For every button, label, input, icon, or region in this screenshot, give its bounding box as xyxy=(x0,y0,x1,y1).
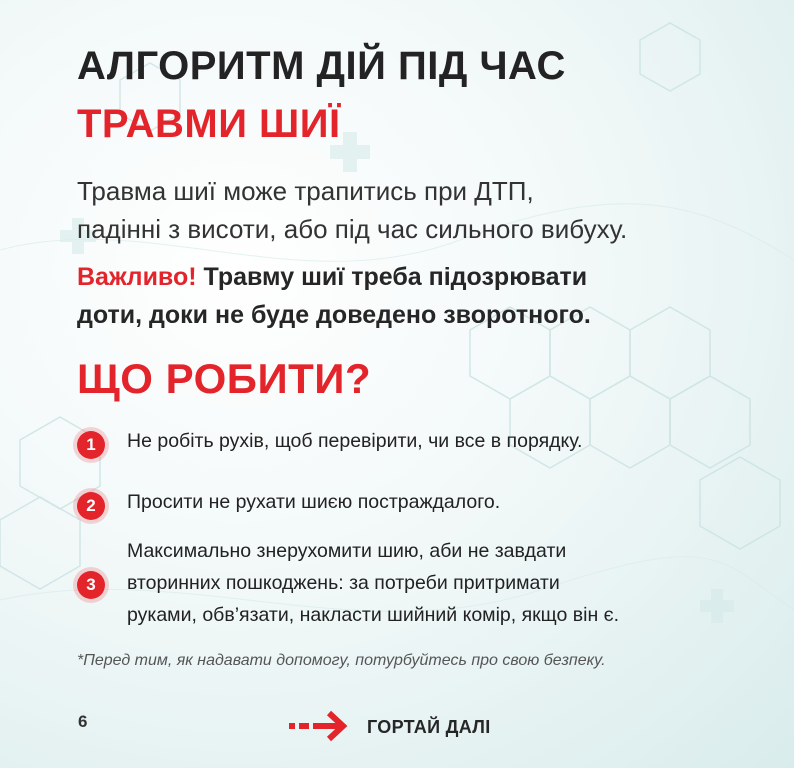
step-number-badge: 2 xyxy=(77,492,105,520)
step-number-badge: 1 xyxy=(77,431,105,459)
step-text xyxy=(127,425,582,457)
step-text-line: руками, обв’язати, накласти шийний комір, якщо він є. xyxy=(127,604,620,626)
intro-line-2: падінні з висоти, або під час сильного вибуху. xyxy=(77,214,628,244)
important-line-2: доти, доки не буде доведено зворотного. xyxy=(77,301,591,329)
step-text-line: Максимально знерухомити шию, аби не завдати xyxy=(127,540,567,562)
safety-disclaimer: *Перед тим, як надавати допомогу, потурбуйтесь про свою безпеку. xyxy=(77,652,606,669)
intro-text xyxy=(77,172,757,248)
intro-line-1: Травма шиї може трапитись при ДТП, xyxy=(77,176,534,206)
step-text xyxy=(127,535,619,631)
step-text-line: вторинних пошкоджень: за потреби притримати xyxy=(127,572,560,594)
step-text xyxy=(127,486,500,518)
page-title-line-1: АЛГОРИТМ ДІЙ ПІД ЧАС xyxy=(77,44,566,88)
section-title: ЩО РОБИТИ? xyxy=(77,355,372,402)
page-number: 6 xyxy=(78,712,88,731)
arrow-right-icon xyxy=(287,708,357,744)
important-line-1-text: Травму шиї треба підозрювати xyxy=(196,263,588,291)
page-title-line-2: ТРАВМИ ШИЇ xyxy=(77,102,341,146)
step-text-line: Просити не рухати шиєю постраждалого. xyxy=(127,491,501,513)
important-note xyxy=(77,258,757,334)
step-text-line: Не робіть рухів, щоб перевірити, чи все в порядку. xyxy=(127,430,583,452)
next-page-label: ГОРТАЙ ДАЛІ xyxy=(367,717,491,737)
important-line-1 xyxy=(77,258,757,296)
step-number-badge: 3 xyxy=(77,571,105,599)
important-label: Важливо! xyxy=(77,263,197,291)
